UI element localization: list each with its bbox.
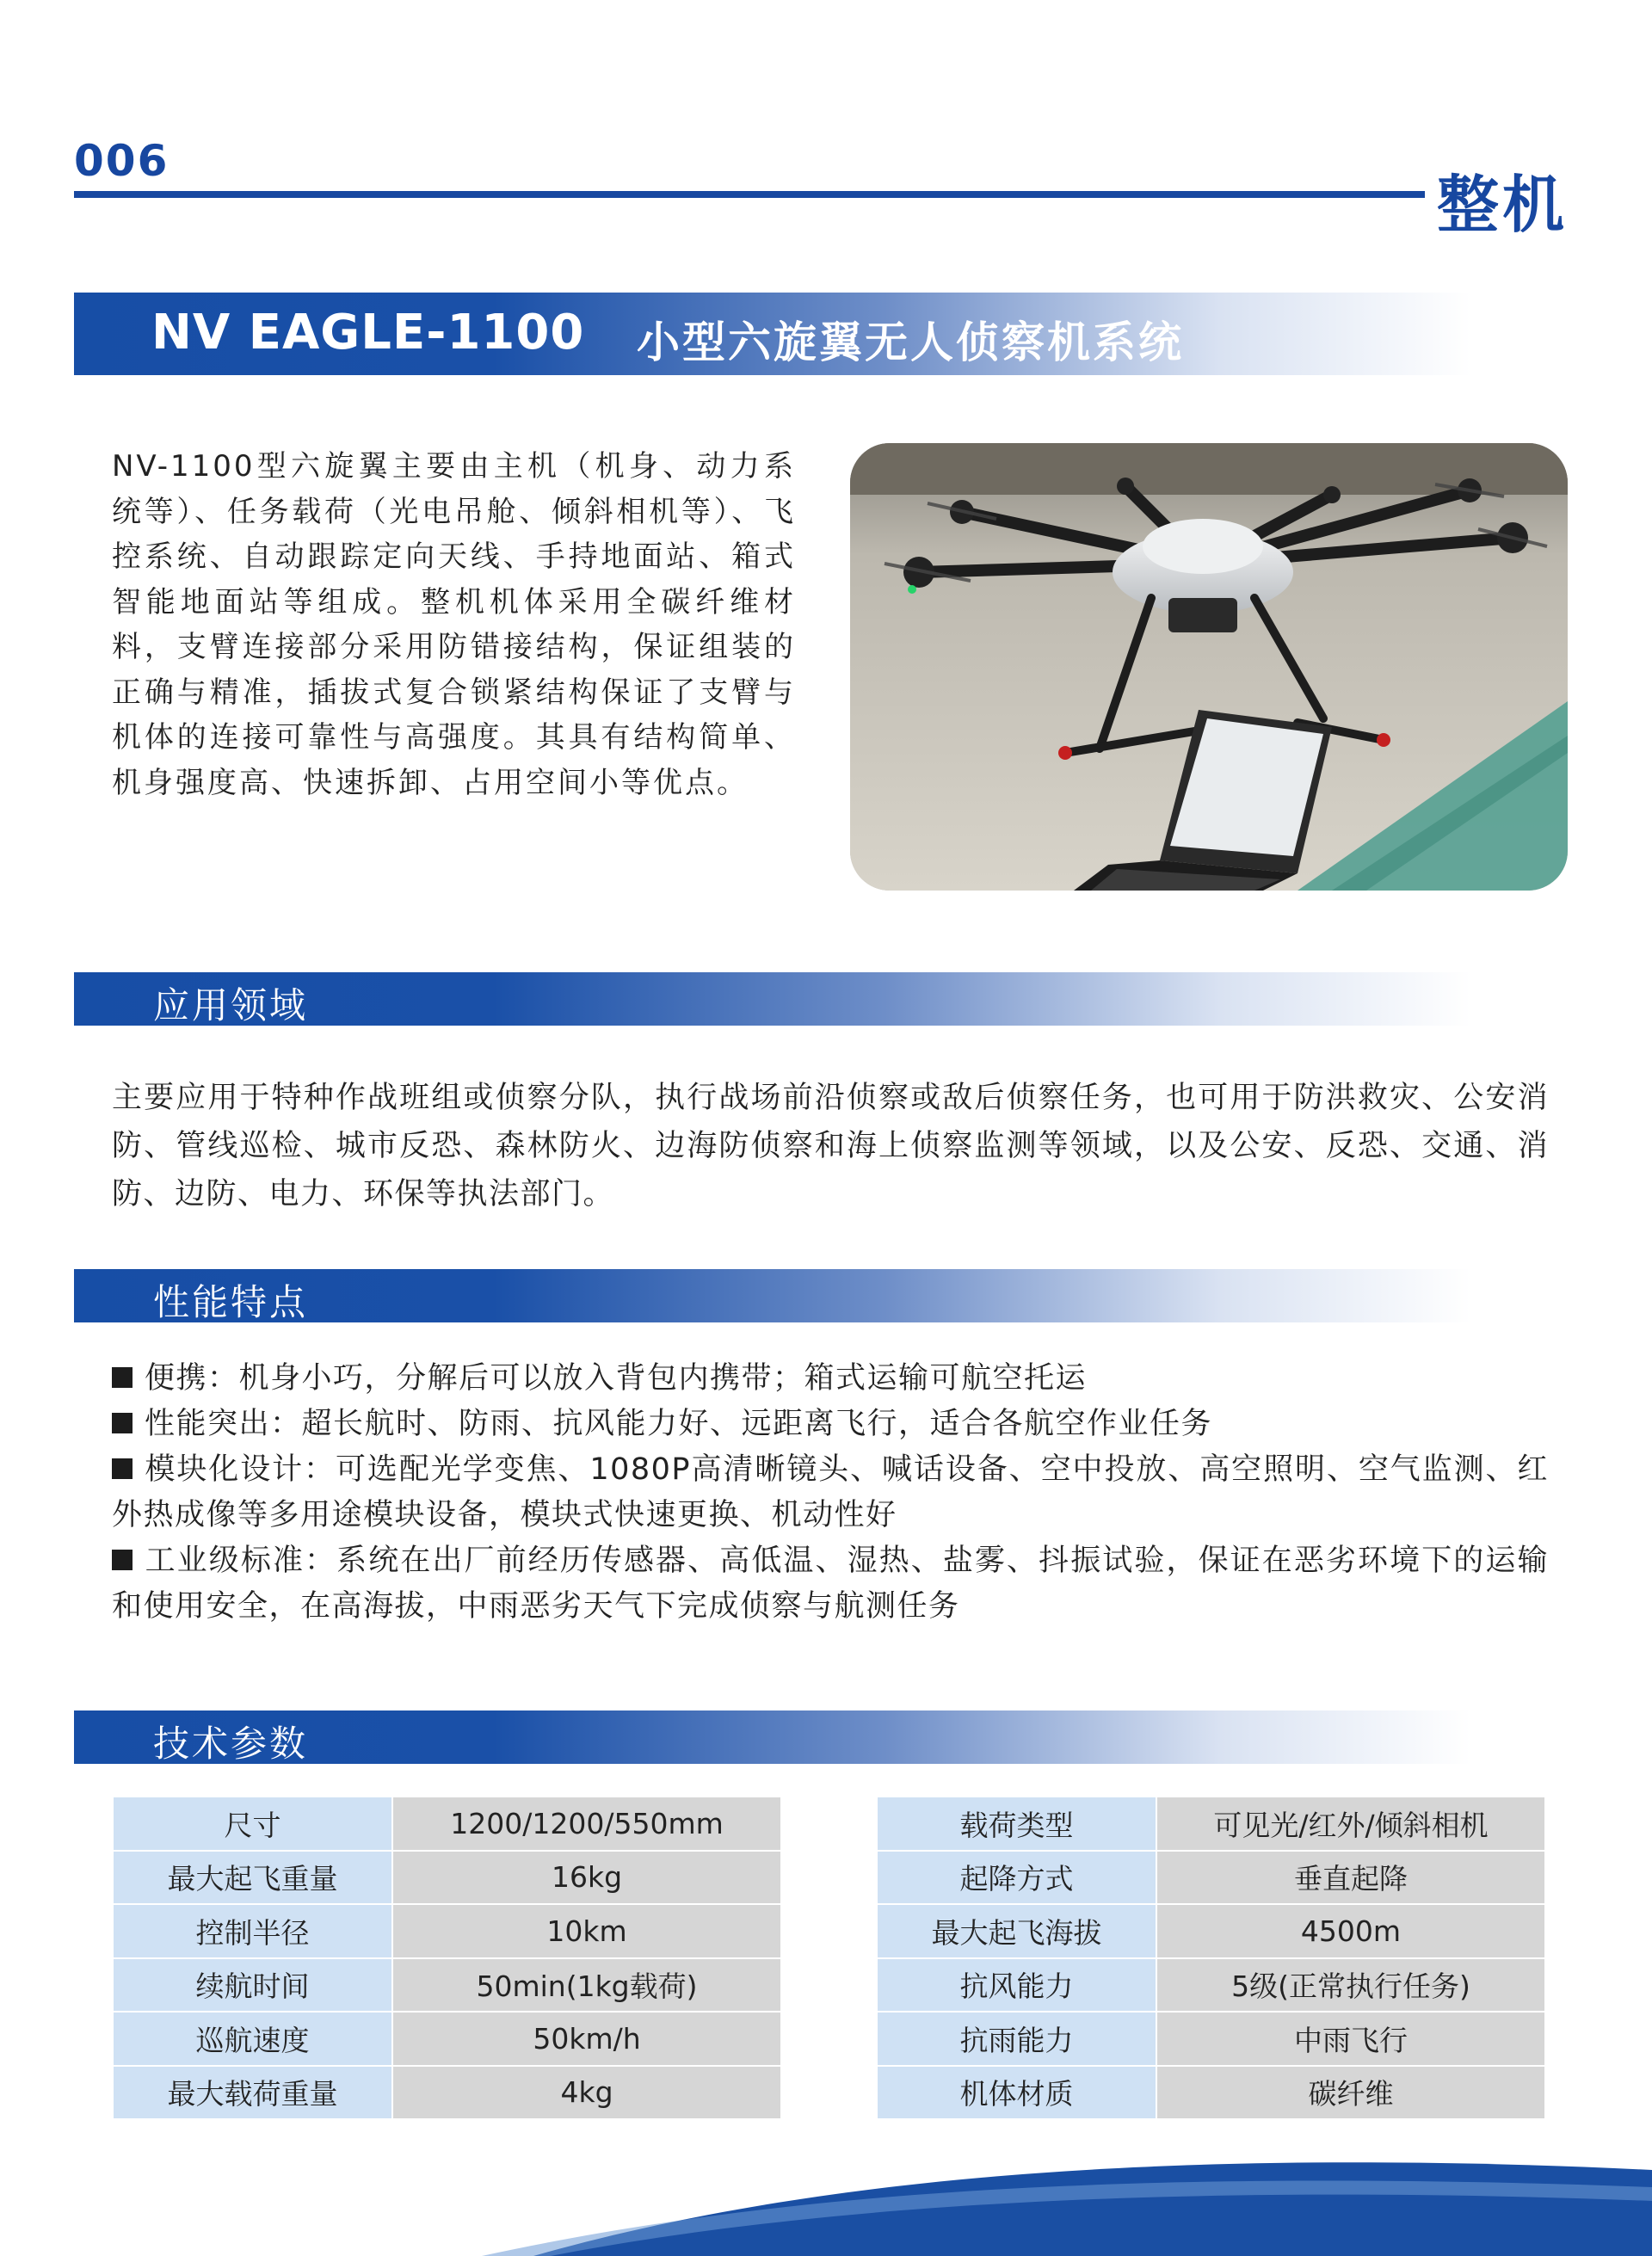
spec-label: 最大起飞重量: [113, 1851, 392, 1905]
spec-value: 50min(1kg载荷): [392, 1958, 781, 2013]
spec-row: [113, 1851, 781, 1905]
square-bullet-icon: [112, 1413, 133, 1433]
header-rule: [74, 191, 1425, 198]
spec-row: [877, 1851, 1545, 1905]
feature-item: [112, 1356, 1549, 1402]
section-heading-applications: 应用领域: [153, 984, 309, 1026]
spec-label: 起降方式: [877, 1851, 1156, 1905]
applications-paragraph: 主要应用于特种作战班组或侦察分队，执行战场前沿侦察或敌后侦察任务，也可用于防洪救灾、公安消防、管线巡检、城市反恐、森林防火、边海防侦察和海上侦察监测等领域，以及公安、反恐、交通、消防、边防、电力、环保等执法部门。: [112, 1081, 1549, 1211]
spec-value: 可见光/红外/倾斜相机: [1156, 1797, 1545, 1851]
product-name: 小型六旋翼无人侦察机系统: [637, 317, 1184, 367]
spec-value: 10km: [392, 1904, 781, 1958]
spec-value: 4kg: [392, 2066, 781, 2120]
feature-item: [112, 1447, 1549, 1538]
spec-row: [877, 2066, 1545, 2120]
feature-text: 性能突出：超长航时、防雨、抗风能力好、远距离飞行，适合各航空作业任务: [145, 1407, 1213, 1441]
product-model: NV EAGLE-1100: [151, 305, 585, 361]
spec-label: 续航时间: [113, 1958, 392, 2013]
square-bullet-icon: [112, 1367, 133, 1388]
spec-label: 载荷类型: [877, 1797, 1156, 1851]
chapter-title: 整机: [1436, 169, 1568, 241]
spec-label: 尺寸: [113, 1797, 392, 1851]
product-title-bar: [74, 293, 1471, 375]
spec-row: [877, 1958, 1545, 2013]
spec-row: [113, 1797, 781, 1851]
spec-row: [113, 1958, 781, 2013]
spec-row: [113, 2066, 781, 2120]
spec-value: 4500m: [1156, 1904, 1545, 1958]
spec-row: [113, 2012, 781, 2066]
spec-value: 垂直起降: [1156, 1851, 1545, 1905]
spec-label: 抗雨能力: [877, 2012, 1156, 2066]
spec-label: 最大载荷重量: [113, 2066, 392, 2120]
spec-value: 中雨飞行: [1156, 2012, 1545, 2066]
spec-table-left: [112, 1796, 782, 2120]
section-bar-applications: [74, 972, 1471, 1026]
spec-row: [877, 1797, 1545, 1851]
square-bullet-icon: [112, 1550, 133, 1570]
section-bar-specs: [74, 1710, 1471, 1764]
feature-item: [112, 1538, 1549, 1630]
spec-label: 抗风能力: [877, 1958, 1156, 2013]
spec-label: 最大起飞海拔: [877, 1904, 1156, 1958]
product-photo: [850, 443, 1568, 891]
feature-text: 便携：机身小巧，分解后可以放入背包内携带；箱式运输可航空托运: [145, 1361, 1088, 1396]
section-bar-features: [74, 1269, 1471, 1322]
spec-value: 碳纤维: [1156, 2066, 1545, 2120]
spec-value: 50km/h: [392, 2012, 781, 2066]
drone-illustration: [850, 443, 1568, 891]
page-number: 006: [74, 136, 170, 186]
spec-label: 机体材质: [877, 2066, 1156, 2120]
spec-row: [877, 2012, 1545, 2066]
spec-table-right: [876, 1796, 1546, 2120]
spec-label: 控制半径: [113, 1904, 392, 1958]
feature-item: [112, 1402, 1549, 1447]
spec-row: [877, 1904, 1545, 1958]
spec-value: 16kg: [392, 1851, 781, 1905]
spec-value: 1200/1200/550mm: [392, 1797, 781, 1851]
footer-wave: [0, 2118, 1652, 2256]
section-heading-features: 性能特点: [153, 1281, 309, 1323]
section-heading-specs: 技术参数: [153, 1723, 309, 1765]
spec-value: 5级(正常执行任务): [1156, 1958, 1545, 2013]
spec-label: 巡航速度: [113, 2012, 392, 2066]
spec-row: [113, 1904, 781, 1958]
features-list: [112, 1356, 1549, 1630]
feature-text: 工业级标准：系统在出厂前经历传感器、高低温、湿热、盐雾、抖振试验，保证在恶劣环境下的运输和使用安全，在高海拔，中雨恶劣天气下完成侦察与航测任务: [112, 1544, 1549, 1624]
square-bullet-icon: [112, 1458, 133, 1479]
feature-text: 模块化设计：可选配光学变焦、1080P高清晰镜头、喊话设备、空中投放、高空照明、空气监测、红外热成像等多用途模块设备，模块式快速更换、机动性好: [112, 1452, 1549, 1532]
intro-paragraph: NV-1100型六旋翼主要由主机（机身、动力系统等）、任务载荷（光电吊舱、倾斜相机等）、飞控系统、自动跟踪定向天线、手持地面站、箱式智能地面站等组成。整机机体采用全碳纤维材料，支臂连接部分采用防错接结构，保证组装的正确与精准，插拔式复合锁紧结构保证了支臂与机体的连接可靠性与高强度。其具有结构简单、机身强度高、快速拆卸、占用空间小等优点。: [112, 449, 796, 800]
